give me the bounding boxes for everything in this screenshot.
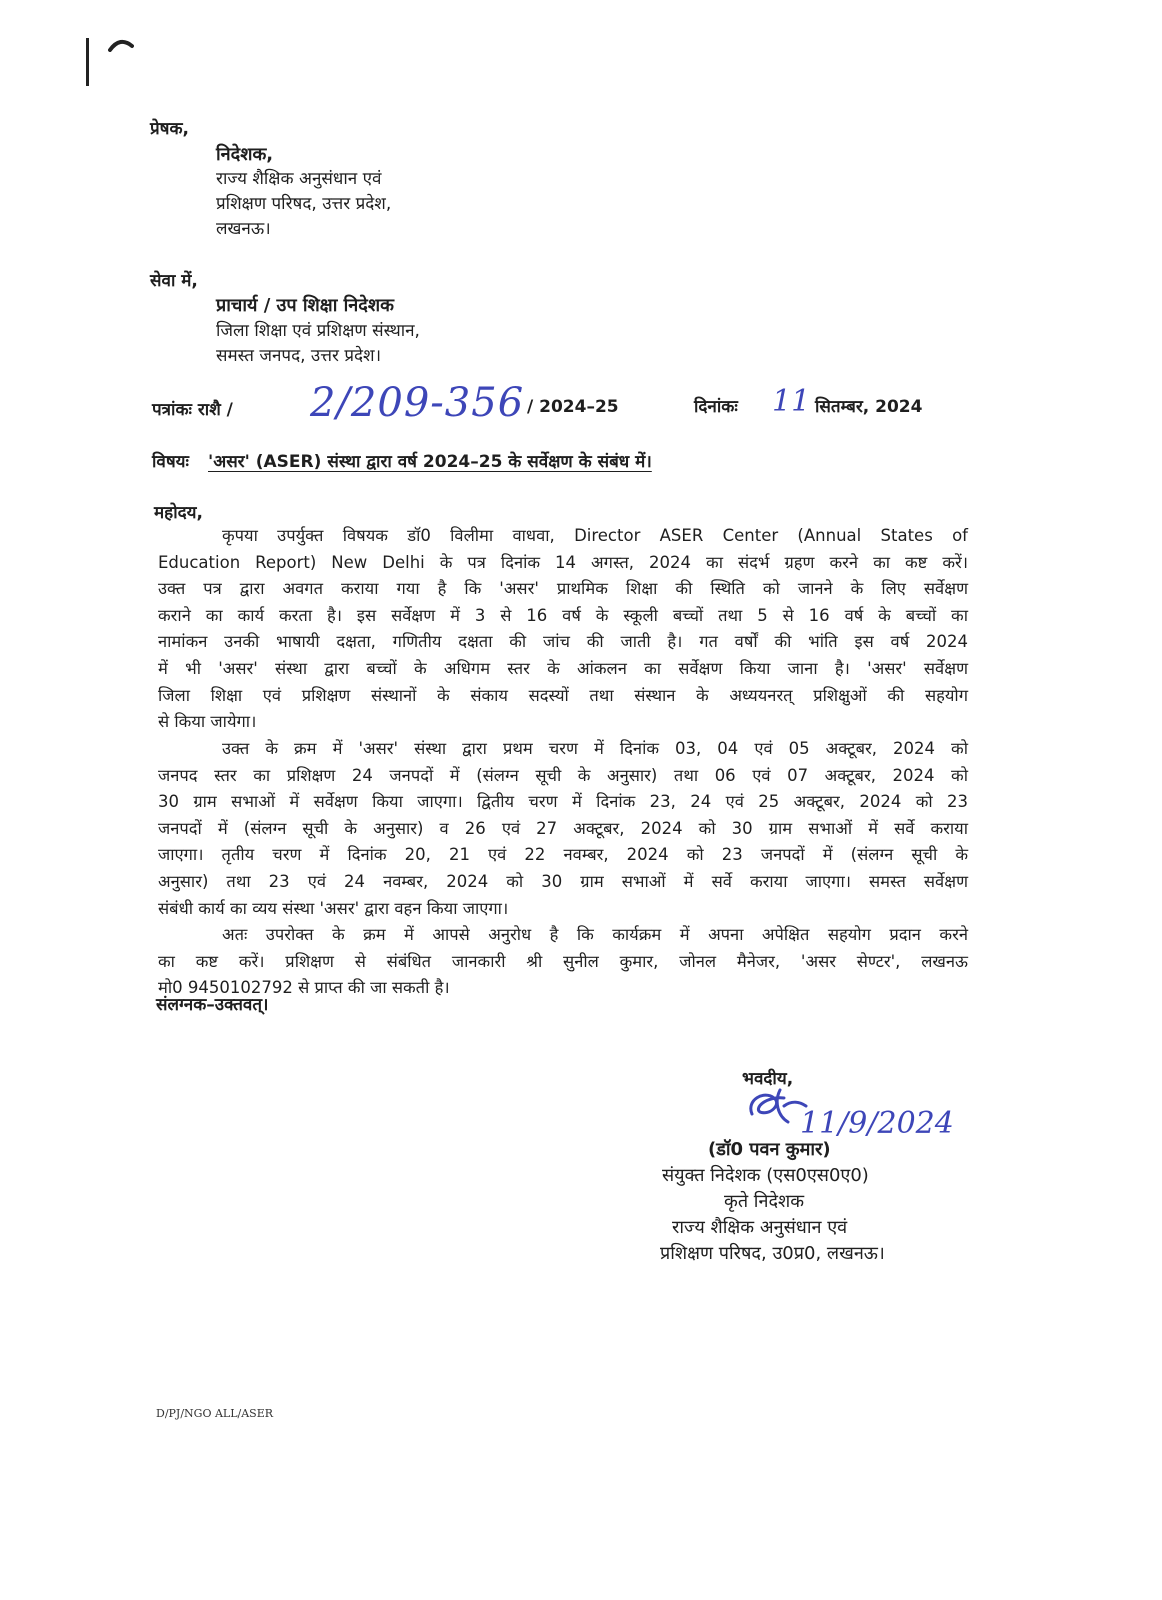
- recipient-line: जिला शिक्षा एवं प्रशिक्षण संस्थान,: [216, 321, 420, 341]
- subject-text: 'असर' (ASER) संस्था द्वारा वर्ष 2024–25 के सर्वेक्षण के संबंध में।: [208, 452, 652, 472]
- paragraph-line: Education Report) New Delhi के पत्र दिनांक 14 अगस्त, 2024 का संदर्भ ग्रहण करने का कष्ट करें।: [158, 552, 968, 572]
- handwritten-date-day: 11: [772, 384, 811, 419]
- enclosure-note: संलग्नक–उक्तवत्।: [156, 995, 269, 1015]
- ref-label: पत्रांकः राशै /: [152, 400, 233, 420]
- date-month-year: सितम्बर, 2024: [815, 397, 923, 417]
- paragraph-line: मो0 9450102792 से प्राप्त की जा सकती है।: [158, 978, 450, 998]
- recipient-line: प्राचार्य / उप शिक्षा निदेशक: [216, 295, 394, 316]
- paragraph-line: अनुसार) तथा 23 एवं 24 नवम्बर, 2024 को 30 ग्राम सभाओं में सर्वे कराया जाएगा। समस्त सर्वेक्षण: [158, 871, 968, 891]
- paragraph-line: उक्त के क्रम में 'असर' संस्था द्वारा प्रथम चरण में दिनांक 03, 04 एवं 05 अक्टूबर, 2024 को: [222, 739, 968, 758]
- body-paragraph: [158, 523, 968, 736]
- handwritten-signature-date: 11/9/2024: [800, 1106, 954, 1141]
- subject-label: विषयः: [152, 452, 189, 472]
- ref-year: / 2024–25: [527, 397, 619, 417]
- paragraph-line: का कष्ट करें। प्रशिक्षण से संबंधित जानकारी श्री सुनील कुमार, जोनल मैनेजर, 'असर सेण्टर', लखनऊ: [158, 951, 968, 971]
- recipient-line: समस्त जनपद, उत्तर प्रदेश।: [216, 346, 382, 366]
- scan-mark: [86, 38, 89, 86]
- sender-line: निदेशक,: [216, 144, 274, 165]
- signatory-designation: कृते निदेशक: [724, 1191, 805, 1212]
- sender-line: लखनऊ।: [216, 219, 271, 239]
- sender-line: प्रशिक्षण परिषद, उत्तर प्रदेश,: [216, 194, 392, 214]
- paragraph-line: कराने का कार्य करता है। इस सर्वेक्षण में 3 से 16 वर्ष के स्कूली बच्चों तथा 5 से 16 वर्ष के बच्चों का: [158, 605, 968, 625]
- date-label: दिनांकः: [694, 397, 738, 417]
- paragraph-line: उक्त पत्र द्वारा अवगत कराया गया है कि 'असर' प्राथमिक शिक्षा की स्थिति को जानने के लिए सर्वेक्षण: [158, 579, 968, 599]
- body-paragraph: [158, 736, 968, 922]
- salutation: महोदय,: [154, 503, 203, 523]
- paragraph-line: से किया जायेगा।: [158, 712, 257, 732]
- handwritten-ref-number: 2/209-356: [310, 380, 525, 426]
- sender-label: प्रेषक,: [150, 119, 190, 139]
- closing: भवदीय,: [742, 1069, 794, 1089]
- paragraph-line: नामांकन उनकी भाषायी दक्षता, गणितीय दक्षता की जांच की जाती है। गत वर्षों की भांति इस वर्ष 2024: [158, 632, 968, 652]
- signatory-name: (डॉ0 पवन कुमार): [708, 1139, 831, 1160]
- paragraph-line: जिला शिक्षा एवं प्रशिक्षण संस्थानों के संकाय सदस्यों तथा संस्थान के अध्ययनरत् प्रशिक्षुओं की सहयोग: [158, 685, 968, 705]
- signatory-designation: राज्य शैक्षिक अनुसंधान एवं: [672, 1217, 848, 1238]
- paragraph-line: 30 ग्राम सभाओं में सर्वेक्षण किया जाएगा। द्वितीय चरण में दिनांक 23, 24 एवं 25 अक्टूबर, 2024 को 23: [158, 792, 968, 812]
- paragraph-line: जाएगा। तृतीय चरण में दिनांक 20, 21 एवं 22 नवम्बर, 2024 को 23 जनपदों में (संलग्न सूची के: [158, 845, 968, 865]
- body-paragraph: [158, 922, 968, 1002]
- sender-line: राज्य शैक्षिक अनुसंधान एवं: [216, 169, 382, 189]
- paragraph-line: में भी 'असर' संस्था द्वारा बच्चों के अधिगम स्तर के आंकलन का सर्वेक्षण किया जाना है। 'असर' सर्वेक्षण: [158, 658, 968, 678]
- paragraph-line: अतः उपरोक्त के क्रम में आपसे अनुरोध है कि कार्यक्रम में अपना अपेक्षित सहयोग प्रदान करने: [222, 925, 968, 944]
- recipient-label: सेवा में,: [150, 271, 198, 291]
- paragraph-line: जनपद स्तर का प्रशिक्षण 24 जनपदों में (संलग्न सूची के अनुसार) तथा 06 एवं 07 अक्टूबर, 2024 को: [158, 765, 968, 785]
- punch-hole-mark: [108, 36, 134, 52]
- paragraph-line: संबंधी कार्य का व्यय संस्था 'असर' द्वारा वहन किया जाएगा।: [158, 898, 509, 918]
- paragraph-line: जनपदों में (संलग्न सूची के अनुसार) व 26 एवं 27 अक्टूबर, 2024 को 30 ग्राम सभाओं में सर्वे कराया: [158, 818, 968, 838]
- paragraph-line: कृपया उपर्युक्त विषयक डॉ0 विलीमा वाधवा, Director ASER Center (Annual States of: [222, 526, 968, 545]
- signatory-designation: प्रशिक्षण परिषद, उ0प्र0, लखनऊ।: [660, 1243, 885, 1264]
- signatory-designation: संयुक्त निदेशक (एस0एस0ए0): [662, 1165, 869, 1186]
- document-code: D/PJ/NGO ALL/ASER: [156, 1407, 274, 1420]
